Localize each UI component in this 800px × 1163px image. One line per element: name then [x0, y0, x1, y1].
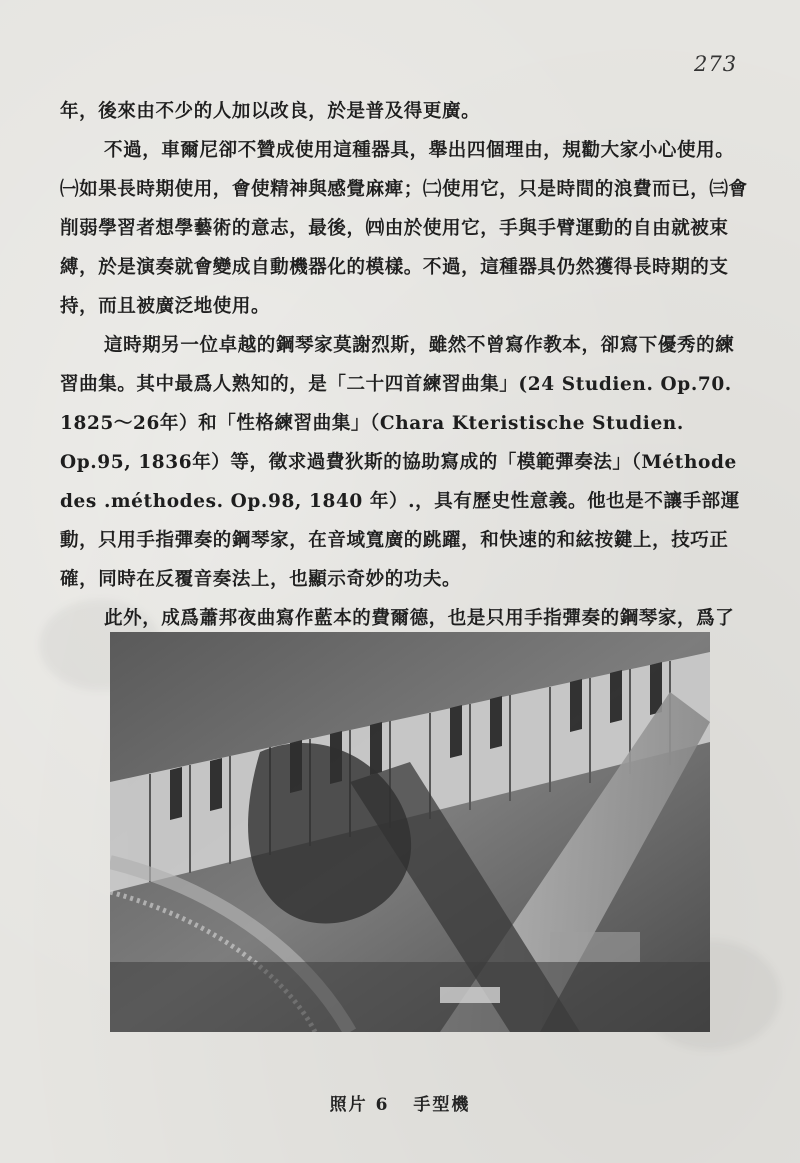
paragraph-4: 此外，成爲蕭邦夜曲寫作藍本的費爾德，也是只用手指彈奏的鋼琴家，爲了: [104, 608, 735, 629]
paragraph-2: 不過，車爾尼卻不贊成使用這種器具，舉出四個理由，規勸大家小心使用。㈠如果長時期使用，會使精神與感覺麻痺；㈡使用它，只是時間的浪費而已，㈢會削弱學習者想學藝術的意志，最後，㈣由於使用它，手與手臂運動的自由就被束縛，於是演奏就會變成自動機器化的模樣。不過，這種器具仍然獲得長時期的支持，而且被廣泛地使用。: [60, 140, 748, 317]
paragraph-3: 這時期另一位卓越的鋼琴家莫謝烈斯，雖然不曾寫作教本，卻寫下優秀的練習曲集。其中最爲人熟知的，是「二十四首練習曲集」(24 Studien. Op.70. 1825～26年）和「性格練習曲集」（Chara Kteristische Studien. Op.95, 1836年）等，徵求過費狄斯的協助寫成的「模範彈奏法」（Méthode des .méthodes. Op.98, 1840 年）.，具有歷史性意義。他也是不讓手部運動，只用手指彈奏的鋼琴家，在音域寬廣的跳躍，和快速的和絃按鍵上，技巧正確，同時在反覆音奏法上，也顯示奇妙的功夫。: [60, 335, 740, 590]
photo-image: [110, 632, 710, 1032]
hand-guide-machine-photo: [110, 632, 710, 1032]
page-number: 273: [694, 52, 738, 76]
figure-title: 手型機: [413, 1095, 471, 1115]
body-text: [60, 92, 750, 638]
paragraph-1: 年，後來由不少的人加以改良，於是普及得更廣。: [60, 101, 481, 122]
figure-caption: [0, 1090, 800, 1115]
figure-label: 照片 6: [329, 1095, 390, 1115]
